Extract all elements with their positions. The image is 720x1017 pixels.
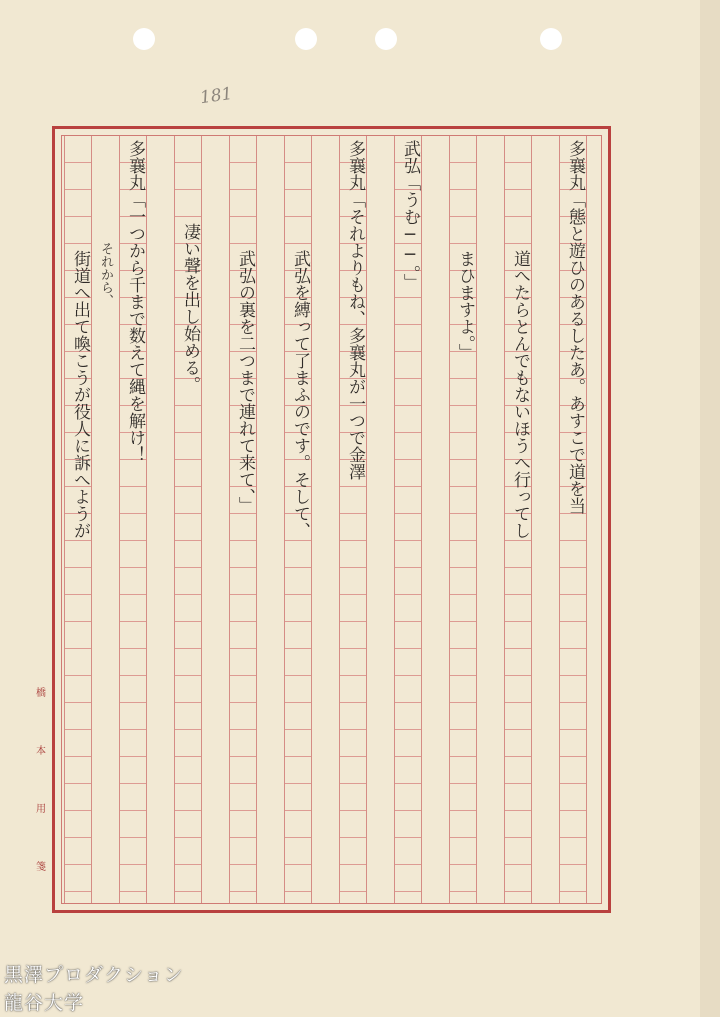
grid-column <box>504 136 532 903</box>
watermark-production: 黒澤プロダクション <box>4 964 184 986</box>
binding-hole <box>295 28 317 50</box>
script-line-10: 街道へ出て喚こうが役人に訴へようが <box>70 250 90 539</box>
script-line-4: 武弘「うむ──。」 <box>400 140 420 291</box>
watermark-university: 龍谷大学 <box>4 992 85 1014</box>
paper-maker-mark: 用 <box>36 804 46 815</box>
grid-column <box>64 136 92 903</box>
binding-hole <box>375 28 397 50</box>
grid-column <box>229 136 257 903</box>
script-line-3: まひますよ。」 <box>455 250 475 361</box>
grid-column <box>174 136 202 903</box>
paper-maker-mark: 箋 <box>36 862 46 873</box>
script-line-7: 武弘の裏を二つまで連れて来て、」 <box>235 250 255 514</box>
grid-column <box>339 136 367 903</box>
grid-column <box>449 136 477 903</box>
script-line-6: 武弘を縛って了まふのです。そして、 <box>290 250 310 539</box>
manuscript-grid <box>52 126 611 913</box>
script-line-5: 多襄丸「それよりもね、多襄丸が一つで金澤 <box>345 140 365 480</box>
grid-column <box>559 136 587 903</box>
grid-column <box>394 136 422 903</box>
grid-column <box>119 136 147 903</box>
inserted-note: それから、 <box>98 242 113 307</box>
paper-maker-mark: 橋 <box>36 688 46 699</box>
grid-inner-border <box>61 135 602 904</box>
binding-hole <box>540 28 562 50</box>
script-line-9: 多襄丸「一つから千まで数えて縄を解け！ <box>125 140 145 463</box>
script-line-1: 多襄丸「態と遊ひのあるしたあ。あすこで道を当 <box>565 140 585 514</box>
paper-maker-mark: 本 <box>36 746 46 757</box>
page-number: 181 <box>198 83 234 109</box>
page-edge <box>700 0 720 1017</box>
grid-column <box>284 136 312 903</box>
binding-hole <box>133 28 155 50</box>
script-line-2: 道へたらとんでもないほうへ行ってし <box>510 250 530 539</box>
script-line-8: 凄い聲を出し始める。 <box>180 223 200 393</box>
